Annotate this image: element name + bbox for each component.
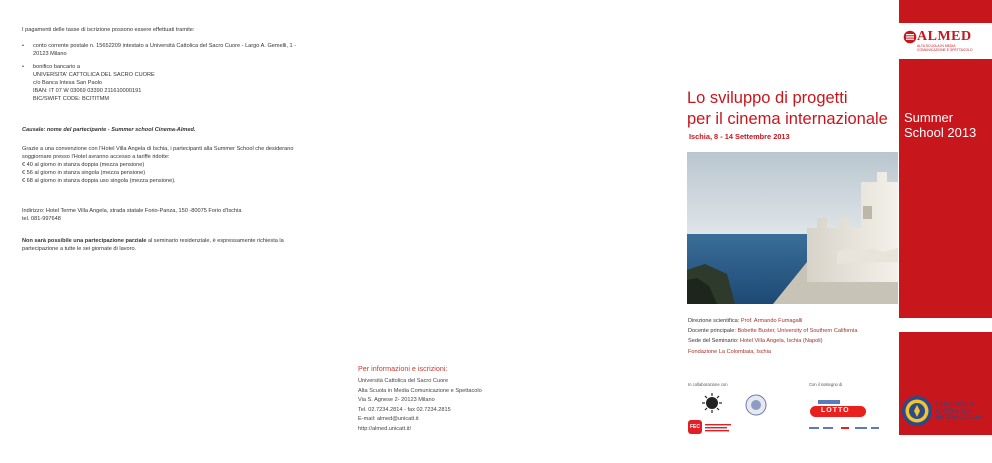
contact-line: Università Cattolica del Sacro Cuore: [358, 378, 449, 384]
almed-emblem-icon: [903, 30, 917, 44]
almed-name: ALMED: [917, 29, 972, 44]
contact-email[interactable]: E-mail: almed@unicatt.it: [358, 416, 419, 422]
bullet-postal: • conto corrente postale n. 15652209 intestato a Università Cattolica del Sacro Cuore - Largo A. Gemelli, 1 - 20123 Milano: [22, 42, 312, 58]
info-director: Direzione scientifica: Prof. Armando Fumagalli: [688, 318, 803, 324]
right-panel: [661, 0, 992, 463]
brochure-title: Lo sviluppo di progetti per il cinema internazionale: [687, 89, 888, 128]
contact-line: Via S. Agnese 2- 20123 Milano: [358, 397, 435, 403]
band-footer: [899, 435, 992, 463]
ischia-seal-icon: [745, 394, 767, 416]
rate-line: € 68 al giorno in stanza doppia uso singola (mezza pensione).: [22, 178, 176, 184]
info-venue: Sede del Seminario: Hotel Villa Angela, Ischia (Napoli): [688, 338, 823, 345]
colombaia-logo-icon: [701, 392, 723, 414]
collaboration-label: In collaborazione con: [688, 382, 728, 387]
event-dates: Ischia, 8 - 14 Settembre 2013: [689, 132, 790, 141]
middle-panel: [330, 0, 661, 463]
summer-school-label: Summer School 2013: [904, 110, 977, 140]
sponsor-strip-icon: [809, 424, 881, 432]
ucsc-seal-icon: [901, 395, 933, 427]
contact-line: Alta Scuola in Media Comunicazione e Spettacolo: [358, 387, 482, 394]
rate-line: € 40 al giorno in stanza doppia (mezza pensione): [22, 162, 145, 168]
attendance-note: Non sarà possibile una partecipazione parziale al seminario residenziale, è espressamente richiesta la partecipazione a tutte le sei giornate di lavoro.: [22, 238, 284, 252]
contact-line: Tel. 02.7234.2814 - fax 02.7234.2815: [358, 406, 451, 413]
rate-line: € 56 al giorno in stanza singola (mezza pensione): [22, 170, 146, 176]
contact-title: Per informazioni e iscrizioni:: [358, 364, 448, 373]
ischia-castle-photo: [687, 152, 898, 304]
causale: Causale: nome del partecipante - Summer school Cinema-Almed.: [22, 127, 196, 133]
band-divider: [899, 318, 992, 332]
contact-url[interactable]: http://almed.unicatt.it/: [358, 425, 412, 432]
bullet-bank: • bonifico bancario a UNIVERSITA' CATTOLICA DEL SACRO CUORE c/o Banca Intesa San Paolo IBAN: IT 07 W 03069 03390 211610000191 BIC/SWIFT CODE: BCITITMM: [22, 63, 312, 103]
payment-intro: I pagamenti delle tasse di iscrizione possono essere effettuati tramite:: [22, 27, 195, 33]
ucsc-wordmark: UNIVERSITÀ CATTOLICA del Sacro Cuore: [936, 401, 982, 422]
lotto-text: LOTTO: [821, 407, 850, 414]
fec-logo: FEC: [688, 420, 702, 434]
hotel-address: Indirizzo: Hotel Terme Villa Angela, strada statale Forio-Panza, 150 -80075 Forio d'Ischia tel. 081-997648: [22, 208, 242, 222]
support-label: Con il sostegno di: [809, 382, 843, 387]
info-venue2: Fondazione La Colombaia, Ischia: [688, 348, 772, 355]
fec-wordmark-icon: [705, 423, 733, 433]
event-info: [688, 316, 898, 357]
left-panel: [0, 0, 330, 463]
almed-subtitle: ALTA SCUOLA IN MEDIA COMUNICAZIONE E SPETTACOLO: [917, 44, 973, 52]
payment-options: [22, 42, 312, 108]
hotel-agreement: Grazie a una convenzione con l'Hotel Villa Angela di Ischia, i partecipanti alla Summer School che desiderano soggiornare presso l'Hotel avranno accesso a tariffe ridotte: € 40 al giorno in stanza doppia (mezza pensione) € 56 al giorno in stanza singola (mezza pensione) € 68 al giorno in stanza doppia uso singola (mezza pensione).: [22, 145, 312, 185]
info-teacher: Docente principale: Bobette Buster, University of Southern California: [688, 328, 858, 335]
contact-block: [358, 364, 558, 434]
red-band: [899, 0, 992, 463]
